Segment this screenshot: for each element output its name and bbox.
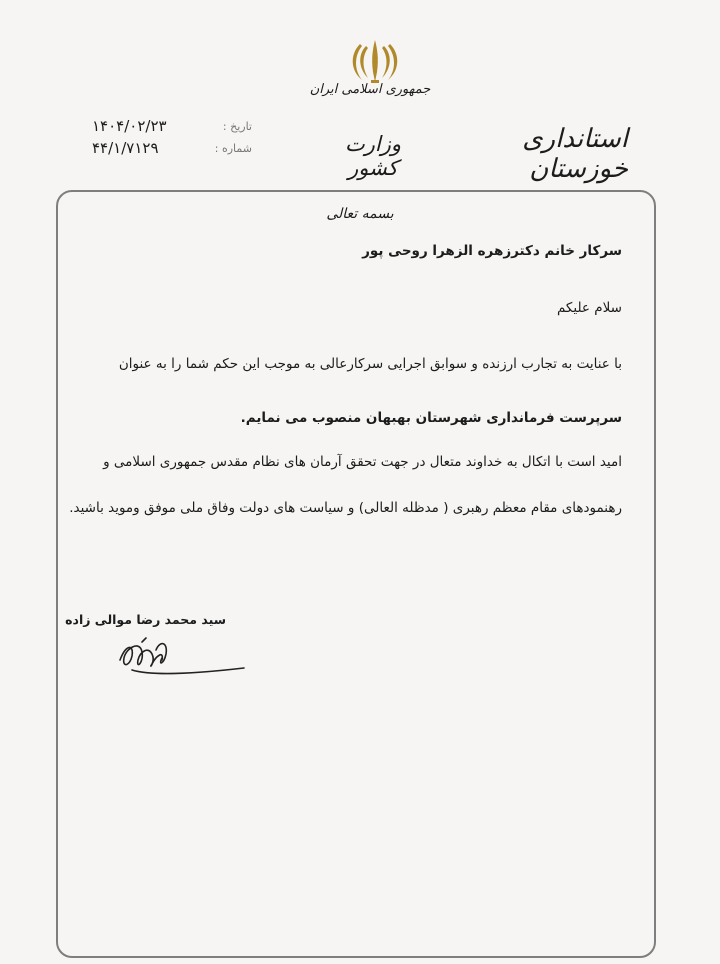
republic-title: جمهوری اسلامی ایران (309, 82, 431, 97)
body-line: با عنایت به تجارب ارزنده و سوابق اجرایی سرکارعالی به موجب این حکم شما را به عنوان (118, 356, 622, 372)
letter-meta (92, 117, 252, 161)
signer-name: سید محمد رضا موالی زاده (65, 612, 226, 627)
number-row (92, 139, 252, 161)
signature-mark (112, 630, 252, 690)
governorate-title: استانداری خوزستان (522, 124, 628, 184)
greeting: سلام علیکم (556, 300, 622, 316)
date-label: تاریخ : (222, 120, 252, 133)
bismillah: بسمه تعالی (326, 206, 394, 222)
number-label: شماره : (214, 142, 252, 155)
iran-emblem-icon (340, 36, 410, 86)
date-value: ۱۴۰۴/۰۲/۲۳ (92, 117, 167, 135)
recipient: سرکار خانم دکترزهره الزهرا روحی پور (362, 243, 622, 259)
number-value: ۴۴/۱/۷۱۲۹ (92, 139, 159, 157)
date-row (92, 117, 252, 139)
body-line: سرپرست فرمانداری شهرستان بهبهان منصوب می نمایم. (240, 410, 622, 426)
ministry-title: وزارت کشور (344, 132, 402, 180)
body-line: رهنمودهای مقام معظم رهبری ( مدظله العالی) و سیاست های دولت وفاق ملی موفق وموید باشید. (69, 500, 622, 516)
body-line: امید است با اتکال به خداوند متعال در جهت تحقق آرمان های نظام مقدس جمهوری اسلامی و (103, 454, 622, 470)
